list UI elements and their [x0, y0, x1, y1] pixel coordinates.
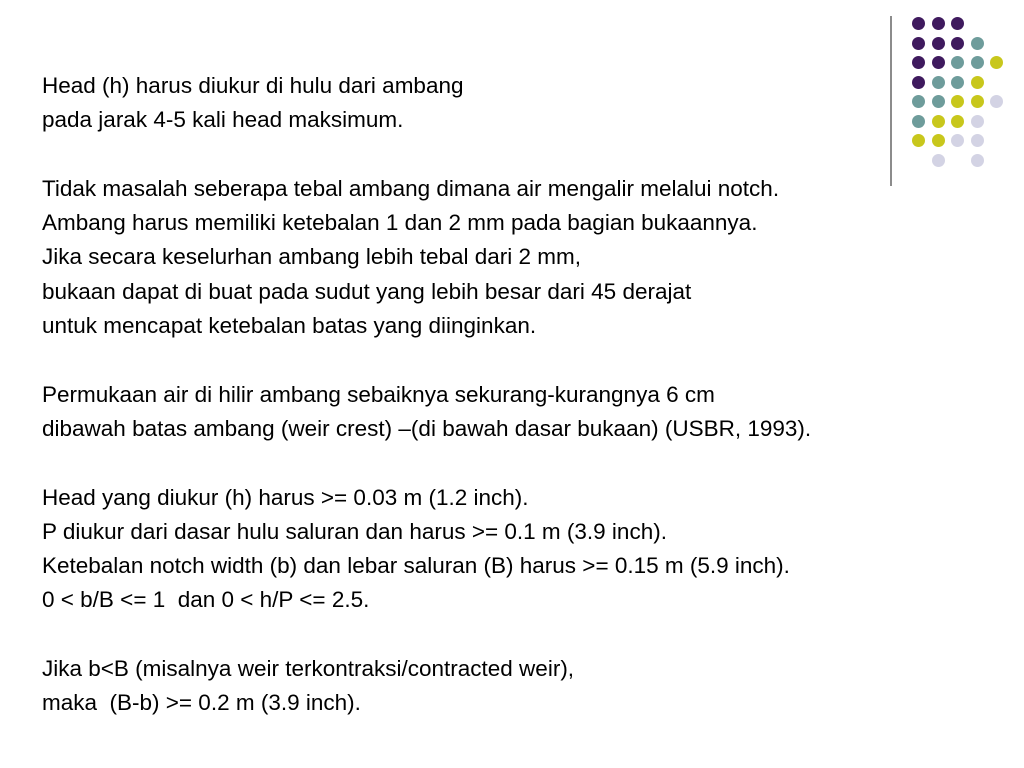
- text-line: Head (h) harus diukur di hulu dari ambang: [42, 73, 464, 98]
- blank-line: [42, 138, 1022, 172]
- text-line: dibawah batas ambang (weir crest) –(di bawah dasar bukaan) (USBR, 1993).: [42, 415, 812, 441]
- blank-line: [42, 446, 1022, 480]
- text-line: Ambang harus memiliki ketebalan 1 dan 2 mm pada bagian bukaannya.: [42, 210, 758, 236]
- decorative-dot: [932, 56, 945, 69]
- decorative-dot: [990, 56, 1003, 69]
- text-line: Ketebalan notch width (b) dan lebar saluran (B) harus >= 0.15 m (5.9 inch).: [42, 553, 790, 579]
- text-line: Head yang diukur (h) harus >= 0.03 m (1.2 inch).: [42, 484, 529, 510]
- text-line: untuk mencapat ketebalan batas yang diinginkan.: [42, 313, 537, 339]
- text-line: Tidak masalah seberapa tebal ambang dimana air mengalir melalui notch.: [42, 175, 780, 201]
- text-line: pada jarak 4-5 kali head maksimum.: [42, 107, 404, 133]
- decorative-dot: [951, 17, 964, 30]
- decorative-dot: [912, 17, 925, 30]
- text-line: P diukur dari dasar hulu saluran dan harus >= 0.1 m (3.9 inch).: [42, 518, 667, 544]
- decorative-dot: [951, 56, 964, 69]
- text-line: maka (B-b) >= 0.2 m (3.9 inch).: [42, 690, 361, 716]
- decorative-dot: [932, 37, 945, 50]
- blank-line: [42, 618, 1022, 652]
- slide-body: [42, 69, 1022, 721]
- blank-line: [42, 343, 1022, 377]
- decorative-dot: [912, 37, 925, 50]
- text-line: 0 < b/B <= 1 dan 0 < h/P <= 2.5.: [42, 587, 370, 613]
- decorative-dot: [971, 37, 984, 50]
- text-line: Permukaan air di hilir ambang sebaiknya sekurang-kurangnya 6 cm: [42, 381, 715, 407]
- decorative-dot: [932, 17, 945, 30]
- decorative-dot: [951, 37, 964, 50]
- text-line: Jika secara keselurhan ambang lebih tebal dari 2 mm,: [42, 244, 582, 270]
- text-line: bukaan dapat di buat pada sudut yang lebih besar dari 45 derajat: [42, 278, 692, 304]
- decorative-dot: [912, 56, 925, 69]
- text-line: Jika b<B (misalnya weir terkontraksi/contracted weir),: [42, 656, 575, 682]
- decorative-dot: [971, 56, 984, 69]
